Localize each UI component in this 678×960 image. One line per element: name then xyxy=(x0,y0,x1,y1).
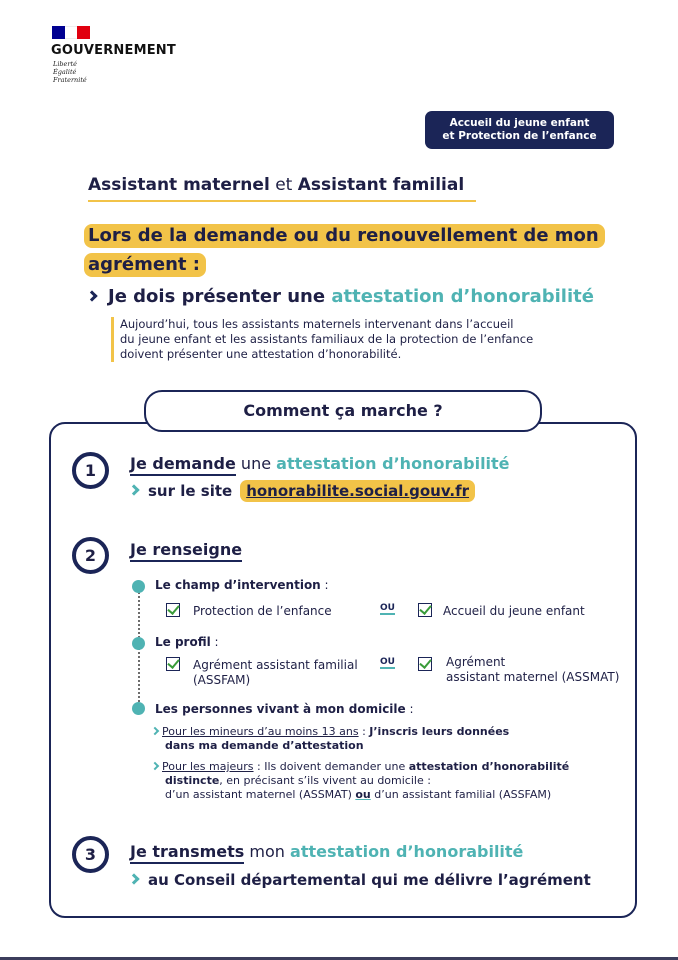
step-1-emphasis: attestation d’honorabilité xyxy=(276,454,510,473)
title-underline xyxy=(88,200,476,202)
chevron-right-icon xyxy=(151,727,159,735)
requirement-emphasis: attestation d’honorabilité xyxy=(331,286,594,307)
step-3-sub: au Conseil départemental qui me délivre l’agrément xyxy=(130,871,591,889)
intro-accent-bar xyxy=(111,317,114,362)
step-3-heading: Je transmets mon attestation d’honorabilité xyxy=(130,842,523,861)
step-1-number: 1 xyxy=(72,452,109,489)
majors-link: Pour les majeurs xyxy=(162,760,254,773)
category-tag-line1: Accueil du jeune enfant xyxy=(449,117,590,129)
step-3-number: 3 xyxy=(72,836,109,873)
step-3-verb: Je transmets xyxy=(130,842,244,864)
title-part2: Assistant familial xyxy=(297,175,465,195)
government-logo-text: GOUVERNEMENT xyxy=(51,43,176,58)
republic-motto xyxy=(53,60,87,84)
highlight-line-2: agrément : xyxy=(84,253,206,277)
checkbox-protection-enfance[interactable] xyxy=(166,603,180,617)
document-title xyxy=(88,175,464,195)
chevron-right-icon xyxy=(151,762,159,770)
motto-liberte: Liberté xyxy=(53,60,77,68)
timeline-bullet xyxy=(132,580,145,593)
highlight-agrement: agrément xyxy=(88,254,187,275)
champ-label: Le champ d’intervention : xyxy=(155,578,329,592)
checkbox-assfam[interactable] xyxy=(166,657,180,671)
category-tag xyxy=(425,111,614,149)
motto-egalite: Égalité xyxy=(53,68,77,76)
majors-info: Pour les majeurs : Ils doivent demander une attestation d’honorabilité distincte, en précisant s’ils vivent au domicile : d’un assistant maternel (ASSMAT) ou d’un assistant familial (ASSFAM) xyxy=(152,760,612,802)
profil-label: Le profil : xyxy=(155,635,219,649)
option-assmat: Agrément assistant maternel (ASSMAT) xyxy=(446,655,620,684)
step-1-sub-prefix: sur le site xyxy=(148,482,233,500)
flag-white-band xyxy=(65,26,78,39)
flag-red-band xyxy=(77,26,90,39)
step-1-heading: Je demande une attestation d’honorabilité xyxy=(130,454,510,473)
requirement-prefix: Je dois présenter une xyxy=(108,286,326,307)
checkbox-accueil-jeune-enfant[interactable] xyxy=(418,603,432,617)
personnes-label: Les personnes vivant à mon domicile : xyxy=(155,702,414,716)
step-1-verb: Je demande xyxy=(130,454,236,476)
or-label: OU xyxy=(380,603,395,613)
step-2-heading xyxy=(130,540,242,559)
intro-paragraph: Aujourd’hui, tous les assistants maternels intervenant dans l’accueil du jeune enfant et les assistants familiaux de la protection de l’enfance doivent présenter une attestation d’honorabilité. xyxy=(120,317,534,361)
timeline-bullet xyxy=(132,702,145,715)
category-tag-line2: et Protection de l’enfance xyxy=(442,130,597,142)
option-protection-enfance: Protection de l’enfance xyxy=(193,604,332,618)
minors-info: Pour les mineurs d’au moins 13 ans : J’inscris leurs données dans ma demande d’attestation xyxy=(152,725,602,753)
minors-link: Pour les mineurs d’au moins 13 ans xyxy=(162,725,359,738)
step-2-verb: Je renseigne xyxy=(130,540,242,562)
option-assfam: Agrément assistant familial (ASSFAM) xyxy=(193,658,358,687)
french-flag-icon xyxy=(52,26,90,39)
step-3-emphasis: attestation d’honorabilité xyxy=(290,842,524,861)
title-part1: Assistant maternel xyxy=(88,175,270,195)
title-connector: et xyxy=(275,175,293,195)
flag-blue-band xyxy=(52,26,65,39)
highlight-line-1: Lors de la demande ou du renouvellement de mon xyxy=(84,224,605,248)
how-it-works-title: Comment ça marche ? xyxy=(144,390,542,432)
step-1-sub xyxy=(130,482,475,500)
or-label: OU xyxy=(380,657,395,667)
website-link[interactable]: honorabilite.social.gouv.fr xyxy=(240,480,475,502)
chevron-right-icon xyxy=(86,290,97,301)
requirement-heading xyxy=(88,286,594,307)
step-2-number: 2 xyxy=(72,537,109,574)
option-accueil-jeune-enfant: Accueil du jeune enfant xyxy=(443,604,585,618)
checkbox-assmat[interactable] xyxy=(418,657,432,671)
motto-fraternite: Fraternité xyxy=(53,76,87,84)
chevron-right-icon xyxy=(128,484,139,495)
chevron-right-icon xyxy=(128,873,139,884)
timeline-bullet xyxy=(132,637,145,650)
